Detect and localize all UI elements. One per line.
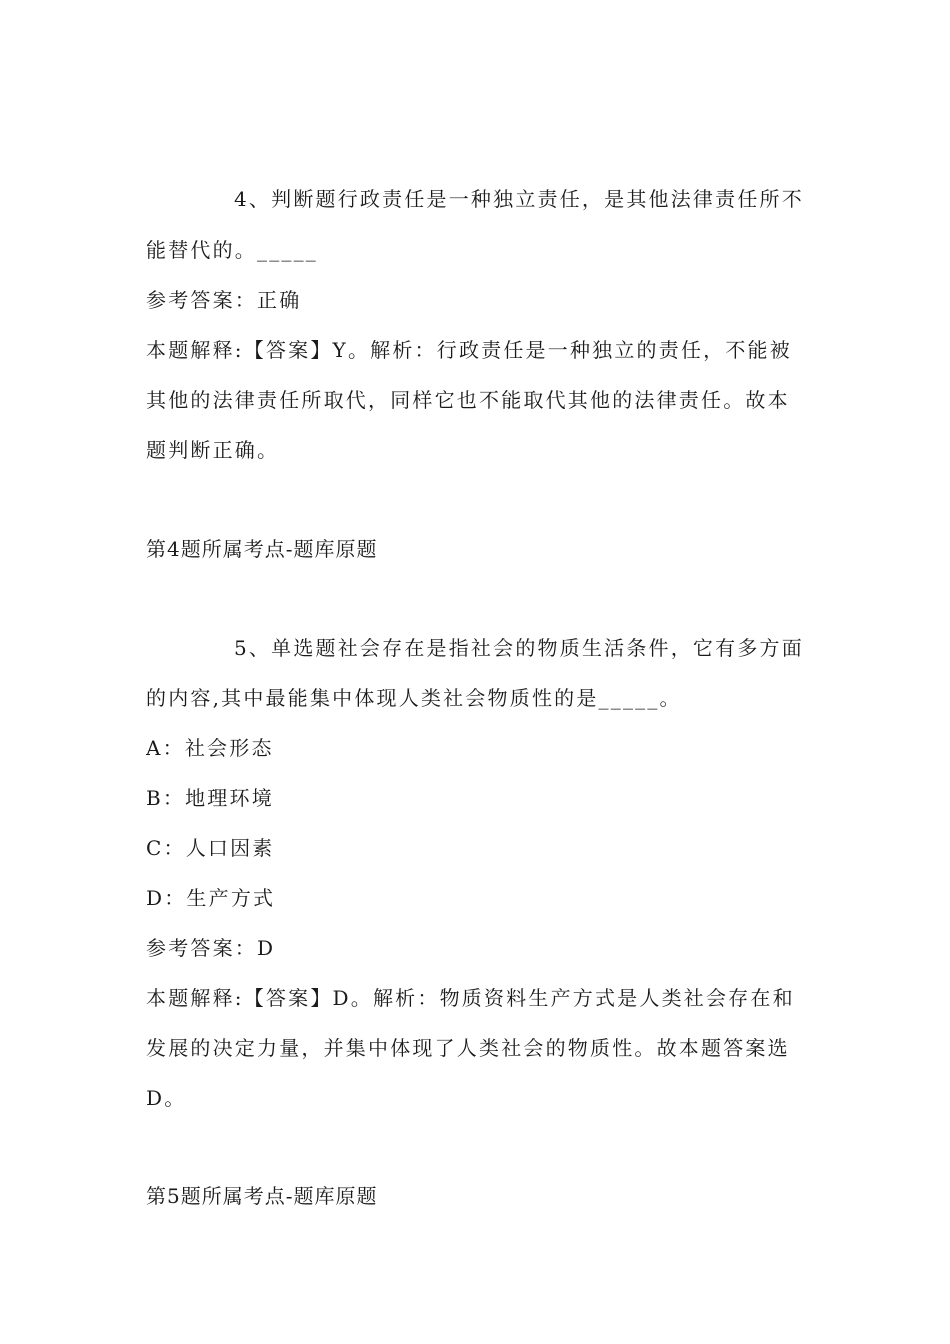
q5-answer: 参考答案：D [146,936,276,960]
q5-option-d: D：生产方式 [146,886,276,910]
q5-section-label: 第5题所属考点-题库原题 [146,1184,378,1208]
q5-explanation-line2: 发展的决定力量，并集中体现了人类社会的物质性。故本题答案选 [146,1036,790,1060]
q5-stem-line2: 的内容,其中最能集中体现人类社会物质性的是_____。 [146,686,682,710]
q5-option-c: C：人口因素 [146,836,275,860]
q4-stem-line1: 4、判断题行政责任是一种独立责任，是其他法律责任所不 [234,187,804,211]
q4-explanation-line2: 其他的法律责任所取代，同样它也不能取代其他的法律责任。故本 [146,388,790,412]
q4-explanation-line1: 本题解释:【答案】Y。解析：行政责任是一种独立的责任，不能被 [146,338,792,362]
q4-answer: 参考答案：正确 [146,288,302,312]
q5-explanation-line3: D。 [146,1086,187,1110]
q5-option-b: B：地理环境 [146,786,274,810]
q5-explanation-line1: 本题解释:【答案】D。解析：物质资料生产方式是人类社会存在和 [146,986,795,1010]
q5-stem-line1: 5、单选题社会存在是指社会的物质生活条件，它有多方面 [234,636,804,660]
q5-option-a: A：社会形态 [146,736,274,760]
q4-explanation-line3: 题判断正确。 [146,438,280,462]
q4-section-label: 第4题所属考点-题库原题 [146,537,378,561]
q4-stem-line2: 能替代的。_____ [146,238,318,262]
